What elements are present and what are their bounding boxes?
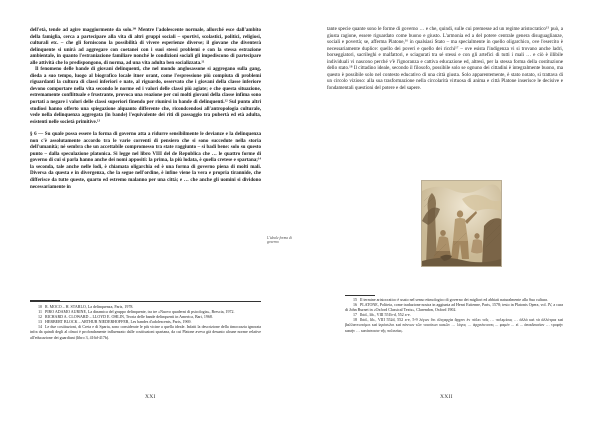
footnote-text: PLATONE, Politeia, come traduzione nostra in aggiunta ad Henri Estienne, Paris, 1578; testo in Platonis Opera, vol. IV, a cura di John Burnet in «Oxford Classical Texts», Clarendon, Oxford 1902.: [345, 302, 563, 313]
engraving-illustration: [421, 180, 502, 267]
footnote: [345, 302, 563, 312]
left-paragraph-1: dell'età, tende ad agire maggiormente da solo.¹⁰ Mentre l'adolescente normale, allorché esce dall'ambito della famiglia, cerca a partecipare alla vita di altri gruppi sociali – sportivi, scolastici, politici, religiosi, culturali etc. – che gli forniscono la possibilità di vivere esperienze diverse; il giovane che diventerà delinquente si unirà ad aggregare con coetanei con i suoi stessi problemi e con la stessa estrazione ambientale, in quanto l'estraniazione familiare nonché le condizioni sociali gli impediscono di partecipare alle attività che lo predispongono, di norma, ad una vita adulta ben socializzata.¹¹: [30, 27, 261, 66]
right-paragraph-1: tante specie quante sono le forme di governo … e che, quindi, sulle cui premesse ad un regime aristocratico¹⁵ può, a giusta ragione, essere riguardato come buono e giusto. L'armonia ed a del potere centrale genera disuguaglianze, sociali e povertà; se, afferma Platone,¹⁶ in qualsiasi Stato – ma specialmente in quello oligarchico, ove l'esercito è necessariamente duplice: quello dei poveri e quello dei ricchi¹⁷ – ove esista l'indigenza vi si trovano anche ladri, borseggiatori, sacrileghi e malfattori, e sciagurati tra sé stessi e con gli artefici di tutti i mali … e ciò è illibile individuali vi nascono perché v'è l'ignoranza e cattiva educazione ed, altresì, per la stessa forma della costituzione dello stato.¹⁸ Il cittadino ideale, secondo il filosofo, possibile solo se ognuno dei cittadini è integralmente buono, ma questo è possibile solo nel contesto educativo di una città giusta. Solo apparentemente, è stato notato, si trattava di un circolo vizioso: alla sua trasformazione nella circolarità virtuosa di anima e città Platone inserisce le decisive e fondamentali questioni del potere e del sapere.: [327, 26, 563, 91]
footnote-text: R. MOCO – H. STARLO, La delinquenza, Paris, 1978.: [45, 304, 134, 309]
footnote-text: Le due costituzioni, di Creta e di Sparta, sono considerate le più vicine a quella ideale. Infatti la descrizione della timocrazia ignorata infra da quindi degli al olmoi è profondamente influenzato dalle costituzioni spartana, da cui Platone aveva già desunto alcune norme relative all'educazione dei guardiani (libro 3, 416d-417b).: [30, 324, 261, 340]
left-body-text: [30, 27, 261, 190]
right-body-text: [327, 26, 563, 91]
footnote-text: PIRO ADAMO AURINE, La dinamica del gruppo delinquente, tra tre «Nuovo quaderni di psicologia», Brescia, 1972.: [45, 309, 235, 315]
footnote-text: HERBERT BLOCK – ARTHUR NIEDERHOFFER, Les bandes d'adolescents, Paris, 1969.: [45, 319, 192, 325]
footnote: [345, 317, 563, 332]
footnote-number: 18: [353, 317, 357, 323]
footnote-text: Il termine aristocratico è usato nel senso etimologico di governo dei migliori ed abbiati naturalmente alla Sua cultura.: [360, 297, 548, 302]
footnote: [30, 324, 261, 339]
footnote-number: 13: [38, 319, 42, 325]
page-number-right: XXII: [440, 394, 453, 400]
footnote-number: 10: [38, 304, 42, 309]
footnote-number: 11: [38, 309, 42, 315]
left-section-paragraph: § 6 — Su quale possa essere la forma di governo atta a ridurre sensibilmente le devianze e la delinquenza non c'è assolutamente accordo tra le varie correnti di pensiero che si sono succedute nella storia dell'umanità; né sembra che un accettabile compromesso tra state raggiunto – si badi bene: solo su questo punto – dalla speculazione platonica. Si legge nel libro VIII del de Republica che … le quattro forme di governo di cui si parla hanno anche dei nomi appositi: la prima, la più lodata, è quella cretese e spartana;¹⁴ la seconda, tale anche nelle lodi, è chiamata oligarchia ed è una forma di governo piena di molti mali. Diversa da questa e in divergenza, che la segue nell'ordine, è infine viene la vera e propria tirannide, che differisce da tutte queste, quarto ed estremo malanno per una città; e … che anche gli uomini si dividono necessariamente in: [30, 131, 261, 190]
marginal-note: L'ideale forma di governo: [267, 236, 292, 245]
engraving-image: [422, 181, 501, 266]
right-page: [300, 0, 600, 424]
footnote-text: RICHARD A. CLOWARD – LLOYD E. OHLIN, Teoria delle bande delinquenti in America, Bari, 1968.: [45, 314, 213, 320]
page-number-left: XXI: [145, 394, 156, 400]
right-footnotes: [345, 297, 563, 333]
footnote-rule: [345, 295, 375, 296]
footnote-number: 16: [353, 302, 357, 308]
footnote-text: Ibid., lib., VIII 552d, 552 a-e, 5-9 λέγων ὅτι ὀλιγαρχία ἄρχειν ἐν πόλει τοῖς … πολεμίους … ἀλλὰ καὶ τὰ ἀλλότρια καὶ βαλλαντιοτόμοι καὶ ἱερόσυλοι καὶ πάντων τῶν τοιούτων κακῶν … λόγος … ἀρχιτέκτονες ... φαμέν ... εἰ ... ἀπαιδευσίαν … τροφὴν κακὴν … κατάστασιν τῆς πολιτείας.: [345, 317, 563, 333]
footnote-number: 14: [38, 324, 42, 330]
footnote-text: Ibid., lib., VIII 551b-d, 552 a-e.: [360, 312, 411, 318]
left-paragraph-2: Il fenomeno delle bande di giovani delinquenti, che nel mondo anglosassone si aggregano sulla gang, dieda a suo tempo, luogo al biografico locale itner orant, come l'espressione più compiuta di problemi riguardanti la cultura di classi inferiori e nate, al riguardo, osservato che i giovani della classe inferiore devono comportare nella vita secondo le norme ed i valori delle classi più agiate; e che questa situazione, estremamente conflittuale e frustrante, provoca una reazione per cui molti giovani della classe infima sono portati a negare i valori delle classi superiori finendo per riunirsi in bande di delinquenti.¹² Sul punto altri studiosi hanno offerto una spiegazione alquanto differente che, ricondcendosi all'antropologia culturale, vede nella delinquenza aggregata (in bande) l'equivalente dei riti di passaggio tra pubertà ed età adulta, esistenti nelle società primitive.¹³: [30, 66, 261, 125]
footnote-number: 15: [353, 297, 357, 302]
footnote-number: 17: [353, 312, 357, 318]
left-footnotes: [30, 301, 261, 340]
footnote-number: 12: [38, 314, 42, 320]
